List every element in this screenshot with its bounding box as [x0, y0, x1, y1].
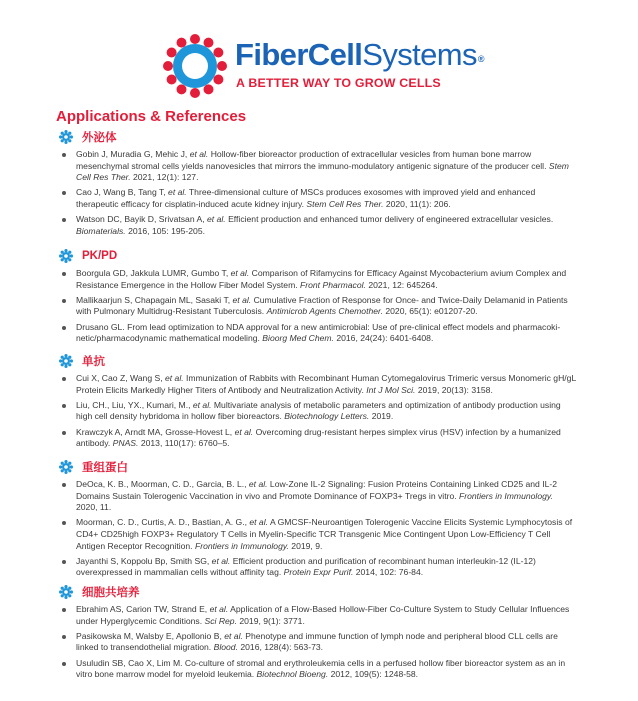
ref-title: Low-Zone IL-2 Signaling: Fusion Proteins Containing Linked CD25 and IL-2 Domains Sustain Tolerogenic Vaccination in vivo and Promote Dominance of FOXP3+ Tregs in vitro.	[76, 479, 558, 501]
section-header	[56, 583, 576, 601]
section-header	[56, 128, 576, 146]
ref-authors: Jayanthi S, Koppolu Bp, Smith SG,	[76, 555, 210, 566]
ref-title: Immunization of Rabbits with Recombinant Human Cytomegalovirus Trimeric versus Monomeric gH/gL Protein Elicits Markedly Higher Titers of Antibody and Neutralization Activity.	[76, 373, 576, 395]
section-header	[56, 247, 576, 265]
ref-etal: et al.	[209, 604, 229, 614]
ref-citation: 2019.	[371, 411, 394, 422]
fibercell-logo-icon	[163, 34, 227, 98]
reference-item	[56, 427, 576, 450]
reference-list	[56, 604, 576, 681]
ref-title: Comparison of Rifamycins for Efficacy Against Mycobacterium avium Complex and Resistance Emergence in the Hollow Fiber Model System.	[76, 268, 567, 290]
reference-item	[56, 373, 576, 396]
brand-tagline: A BETTER WAY TO GROW CELLS	[236, 76, 441, 90]
ref-etal: et al.	[230, 268, 250, 278]
ref-authors: Usuludin SB, Cao X, Lim M.	[76, 657, 183, 668]
ref-authors: Liu, CH., Liu, YX., Kumari, M.,	[76, 399, 191, 410]
ref-journal: Frontiers in Immunology.	[194, 540, 289, 551]
ref-title: Three-dimensional culture of MSCs produces exosomes with improved yield and enhanced therapeutic efficacy for cisplatin-induced acute kidney injury.	[76, 187, 536, 209]
ref-citation: 2020, 11(1): 206.	[385, 198, 451, 209]
gear-icon	[59, 130, 73, 144]
ref-journal: Frontiers in Immunology.	[459, 490, 553, 501]
reference-item	[56, 604, 576, 627]
ref-citation: 2019, 9.	[291, 540, 323, 551]
ref-etal: et al.	[192, 399, 212, 410]
reference-section	[56, 352, 576, 453]
reference-section	[56, 583, 576, 684]
ref-authors: Boorgula GD, Jakkula LUMR, Gumbo T,	[76, 268, 229, 278]
ref-authors: DeOca, K. B., Moorman, C. D., Garcia, B. L.,	[76, 479, 247, 489]
ref-authors: Drusano GL.	[76, 321, 125, 332]
ref-title: Efficient production and purification of recombinant human interleukin-12 (IL-12) overexpressed in mammalian cells without affinity tag.	[76, 555, 536, 578]
ref-authors: Pasikowska M, Walsby E, Apollonio B,	[76, 630, 222, 641]
ref-authors: Ebrahim AS, Carion TW, Strand E,	[76, 604, 208, 614]
reference-item	[56, 322, 576, 345]
brand-name: FiberCellSystems®	[235, 37, 484, 72]
reference-item	[56, 658, 576, 681]
ref-journal: Blood.	[213, 642, 238, 653]
ref-citation: 2016, 105: 195-205.	[128, 225, 205, 236]
ref-journal: Protein Expr Purif.	[283, 567, 354, 578]
gear-icon	[59, 249, 73, 263]
ref-journal: Antimicrob Agents Chemother.	[266, 306, 383, 317]
reference-item	[56, 479, 576, 514]
ref-title: Cumulative Fraction of Response for Once- and Twice-Daily Delamanid in Patients with Pulmonary Multidrug-Resistant Tuberculosis.	[76, 294, 568, 317]
reference-list	[56, 373, 576, 450]
reference-item	[56, 631, 576, 654]
ref-citation: 2016, 128(4): 563-73.	[240, 642, 324, 653]
ref-journal: Stem Cell Res Ther.	[306, 198, 384, 209]
ref-journal: Int J Mol Sci.	[366, 384, 416, 395]
ref-title: A GMCSF-Neuroantigen Tolerogenic Vaccine Elicits Systemic Lymphocytosis of CD4+ CD25high FOXP3+ Regulatory T Cells in Myelin-Specific TCR Transgenic Mice Contingent Upon Low-Efficiency T Cell Antigen Receptor Recognition.	[76, 517, 573, 551]
ref-citation: 2019, 9(1): 3771.	[239, 615, 305, 626]
section-header	[56, 352, 576, 370]
ref-title: Hollow-fiber bioreactor production of extracellular vesicles from human bone marrow mesenchymal stromal cells yields nanovesicles that mirrors the immuno-modulatory antigenic signature of the producer cell.	[76, 149, 547, 171]
reference-section	[56, 247, 576, 348]
reference-list	[56, 268, 576, 345]
ref-etal: et al.	[165, 373, 184, 383]
ref-authors: Watson DC, Bayik D, Srivatsan A,	[76, 214, 205, 225]
ref-etal: et al.	[189, 149, 209, 159]
page-title: Applications & References	[56, 108, 247, 125]
gear-icon	[59, 460, 73, 474]
section-header	[56, 458, 576, 476]
ref-citation: 2016, 24(24): 6401-6408.	[336, 333, 434, 344]
ref-title: Application of a Flow-Based Hollow-Fiber Co-Culture System to Study Cellular Influences under Hyperglycemic Conditions.	[76, 604, 570, 626]
ref-title: From lead optimization to NDA approval for a new antimicrobial: Use of pre-clinical effect models and pharmacoki-netic/pharmacodynamic mathematical modeling.	[76, 321, 561, 344]
ref-citation: 2021, 12(1): 127.	[133, 172, 199, 183]
ref-authors: Gobin J, Muradia G, Mehic J,	[76, 149, 188, 159]
section-title: PK/PD	[82, 250, 118, 262]
ref-journal: Front Pharmacol.	[300, 279, 366, 290]
section-title: 重组蛋白	[82, 462, 128, 474]
reference-item	[56, 214, 576, 237]
ref-citation: 2021, 12: 645264.	[368, 279, 438, 290]
ref-authors: Krawczyk A, Arndt MA, Grosse-Hovest L,	[76, 426, 233, 437]
ref-etal: et al.	[232, 294, 252, 305]
ref-etal: et al.	[224, 630, 243, 641]
ref-authors: Cui X, Cao Z, Wang S,	[76, 373, 163, 383]
ref-journal: Sci Rep.	[204, 615, 237, 626]
reference-list	[56, 479, 576, 579]
ref-etal: et al.	[248, 479, 268, 489]
ref-etal: et al.	[168, 187, 187, 198]
ref-journal: Biotechnol Bioeng.	[256, 669, 329, 680]
ref-journal: Biomaterials.	[76, 225, 126, 236]
reference-list	[56, 149, 576, 237]
ref-authors: Mallikaarjun S, Chapagain ML, Sasaki T,	[76, 294, 231, 305]
ref-title: Multivariate analysis of metabolic parameters and optimization of antibody production using high cell density hybridoma in hollow fiber bioreactors.	[76, 399, 561, 422]
ref-title: Co-culture of stromal and erythroleukemia cells in a perfused hollow fiber bioreactor system as an in vitro bone marrow model for myeloid leukemia.	[76, 657, 566, 680]
ref-etal: et al.	[211, 555, 231, 566]
reference-item	[56, 149, 576, 184]
ref-journal: Stem Cell Res Ther.	[76, 160, 569, 183]
section-title: 外泌体	[82, 132, 117, 144]
reference-section	[56, 458, 576, 583]
ref-title: Efficient production and enhanced tumor delivery of engineered extracellular vesicles.	[228, 214, 554, 225]
reference-item	[56, 187, 576, 210]
reference-item	[56, 517, 576, 552]
ref-etal: et al.	[207, 214, 226, 225]
ref-etal: et al.	[234, 426, 254, 437]
ref-journal: PNAS.	[112, 438, 139, 449]
reference-item	[56, 556, 576, 579]
ref-authors: Cao J, Wang B, Tang T,	[76, 187, 166, 198]
ref-title: Phenotype and immune function of lymph node and peripheral blood CLL cells are linked to transendothelial migration.	[76, 630, 558, 653]
reference-item	[56, 400, 576, 423]
ref-citation: 2020, 65(1): e01207-20.	[385, 306, 478, 317]
ref-citation: 2013, 110(17): 6760–5.	[140, 438, 230, 449]
gear-icon	[59, 354, 73, 368]
section-title: 单抗	[82, 356, 105, 368]
ref-title: Overcoming drug-resistant herpes simplex virus (HSV) infection by a humanized antibody.	[76, 426, 561, 449]
ref-etal: et al.	[249, 517, 269, 528]
ref-citation: 2019, 20(13): 3158.	[417, 384, 493, 395]
ref-citation: 2020, 11.	[76, 502, 112, 513]
ref-journal: Biotechnology Letters.	[284, 411, 370, 422]
gear-icon	[59, 585, 73, 599]
ref-citation: 2012, 109(5): 1248-58.	[330, 669, 419, 680]
reference-item	[56, 268, 576, 291]
reference-section	[56, 128, 576, 241]
ref-authors: Moorman, C. D., Curtis, A. D., Bastian, A. G.,	[76, 517, 247, 528]
company-logo	[163, 34, 484, 98]
section-title: 细胞共培养	[82, 587, 140, 599]
reference-item	[56, 295, 576, 318]
ref-citation: 2014, 102: 76-84.	[355, 567, 424, 578]
ref-journal: Bioorg Med Chem.	[262, 333, 334, 344]
